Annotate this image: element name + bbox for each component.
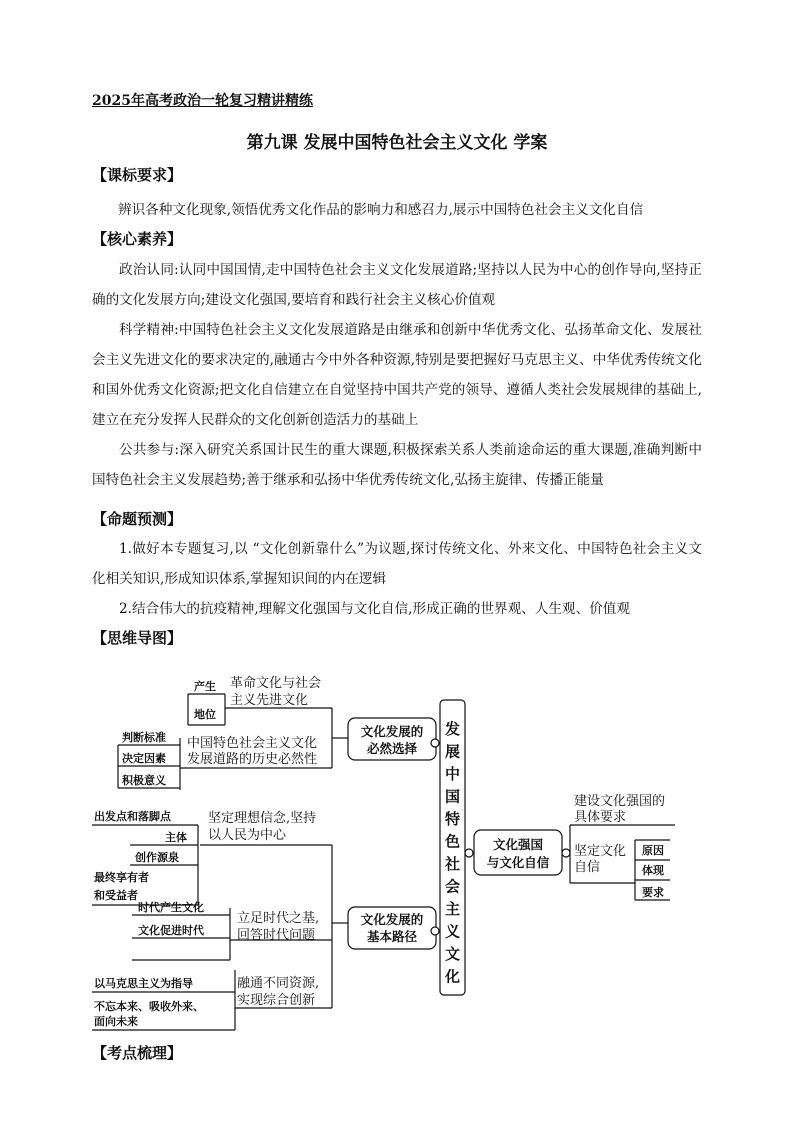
section-heading-mindmap: 【思维导图】: [92, 629, 183, 647]
political-identity-paragraph: 政治认同:认同中国国情,走中国特色社会主义文化发展道路;坚持以人民为中心的创作导向,坚持正确的文化发展方向;建设文化强国,要培育和践行社会主义核心价值观: [92, 262, 702, 308]
b1-item-produce: 产生: [194, 680, 216, 693]
box3-line2: 与文化自信: [486, 855, 550, 870]
b2a-item-3: 创作源泉: [135, 851, 179, 864]
b1-top-line1: 革命文化与社会: [230, 676, 322, 691]
document-header-title: 2025年高考政治一轮复习精讲精练: [92, 93, 313, 109]
b2a-line1: 坚定理想信念,坚持: [208, 811, 317, 826]
mindmap-center-char: 义: [444, 922, 461, 941]
b3-bottom-line1: 坚定文化: [574, 844, 627, 859]
box3-line1: 文化强国: [492, 837, 544, 852]
scientific-spirit-paragraph: 科学精神:中国特色社会主义文化发展道路是由继承和创新中华优秀文化、弘扬革命文化、发展社会主义先进文化的要求决定的,融通古今中外各种资源,特别是要把握好马克思主义、中华优秀传统文化和国外优秀文化资源;把文化自信建立在自觉坚持中国共产党的领导、遵循人类社会发展规律的基础上,建立在充分发挥人民群众的文化创新创造活力的基础上: [92, 322, 702, 428]
section-heading-core-literacy: 【核心素养】: [92, 230, 183, 248]
section-heading-review: 【考点梳理】: [92, 1044, 183, 1062]
mindmap-center-char: 展: [444, 742, 461, 761]
b2a-item-4: 最终享有者: [94, 871, 149, 884]
box2-line1: 文化发展的: [360, 912, 424, 927]
b2b-line1: 立足时代之基,: [237, 911, 320, 926]
b3-item-reason: 原因: [642, 844, 664, 857]
section-heading-standards: 【课标要求】: [92, 166, 183, 184]
b3-top-line2: 具体要求: [574, 810, 627, 825]
prediction-item-2: 2.结合伟大的抗疫精神,理解文化强国与文化自信,形成正确的世界观、人生观、价值观: [119, 601, 630, 617]
b2c-item-2: 不忘本来、吸收外来、: [94, 1000, 204, 1013]
section-heading-prediction: 【命题预测】: [92, 510, 183, 528]
box2-line2: 基本路径: [366, 929, 418, 944]
b1-item-significance: 积极意义: [122, 774, 166, 787]
b2c-line1: 融通不同资源,: [237, 976, 320, 991]
mindmap-center-char: 发: [444, 720, 461, 738]
b2a-item-1: 出发点和落脚点: [94, 810, 171, 823]
mindmap-center-char: 特: [444, 810, 461, 828]
mindmap-center-char: 主: [444, 900, 461, 918]
mindmap-center-char: 社: [444, 855, 461, 873]
b2c-item-3: 面向未来: [94, 1015, 138, 1028]
mindmap-center-label: [444, 720, 460, 986]
mindmap-center-char: 国: [444, 787, 461, 806]
mindmap-center-char: 化: [444, 967, 461, 986]
b2c-item-1: 以马克思主义为指导: [94, 977, 193, 990]
b2b-item-2: 文化促进时代: [138, 924, 204, 937]
b1-item-status: 地位: [194, 708, 216, 721]
b3-top-line1: 建设文化强国的: [574, 794, 666, 809]
b2a-item-2: 主体: [165, 831, 187, 844]
mindmap-center-char: 色: [444, 832, 461, 851]
prediction-item-1: 1.做好本专题复习,以 “文化创新靠什么”为议题,探讨传统文化、外来文化、中国特色社会主义文化相关知识,形成知识体系,掌握知识间的内在逻辑: [92, 541, 702, 587]
b3-bottom-line2: 自信: [574, 860, 601, 875]
page-title: 第九课 发展中国特色社会主义文化 学案: [246, 133, 548, 153]
box1-line1: 文化发展的: [360, 724, 424, 739]
mindmap-center-char: 会: [444, 877, 461, 896]
b1-item-criteria: 判断标准: [122, 731, 166, 744]
box1-line2: 必然选择: [366, 741, 418, 756]
b3-item-require: 要求: [642, 886, 664, 899]
standards-paragraph: 辨识各种文化现象,领悟优秀文化作品的影响力和感召力,展示中国特色社会主义文化自信: [118, 202, 644, 218]
b2b-line2: 回答时代问题: [237, 928, 316, 943]
b2a-line2: 以人民为中心: [208, 828, 287, 843]
b1-bottom-line2: 发展道路的历史必然性: [187, 752, 318, 767]
mind-map: [80, 660, 700, 1028]
b1-top-line2: 主义先进文化: [230, 693, 309, 708]
mindmap-center-char: 中: [444, 765, 461, 783]
b1-bottom-line1: 中国特色社会主义文化: [187, 736, 318, 751]
b2b-item-1: 时代产生文化: [138, 901, 204, 914]
b1-item-factor: 决定因素: [122, 752, 166, 765]
b2c-line2: 实现综合创新: [237, 993, 316, 1008]
public-participation-paragraph: 公共参与:深入研究关系国计民生的重大课题,积极探索关系人类前途命运的重大课题,准确判断中国特色社会主义发展趋势;善于继承和弘扬中华优秀传统文化,弘扬主旋律、传播正能量: [92, 442, 702, 488]
b3-item-embody: 体现: [642, 864, 664, 877]
b2a-item-5: 和受益者: [94, 889, 138, 902]
mindmap-center-char: 文: [444, 945, 461, 963]
